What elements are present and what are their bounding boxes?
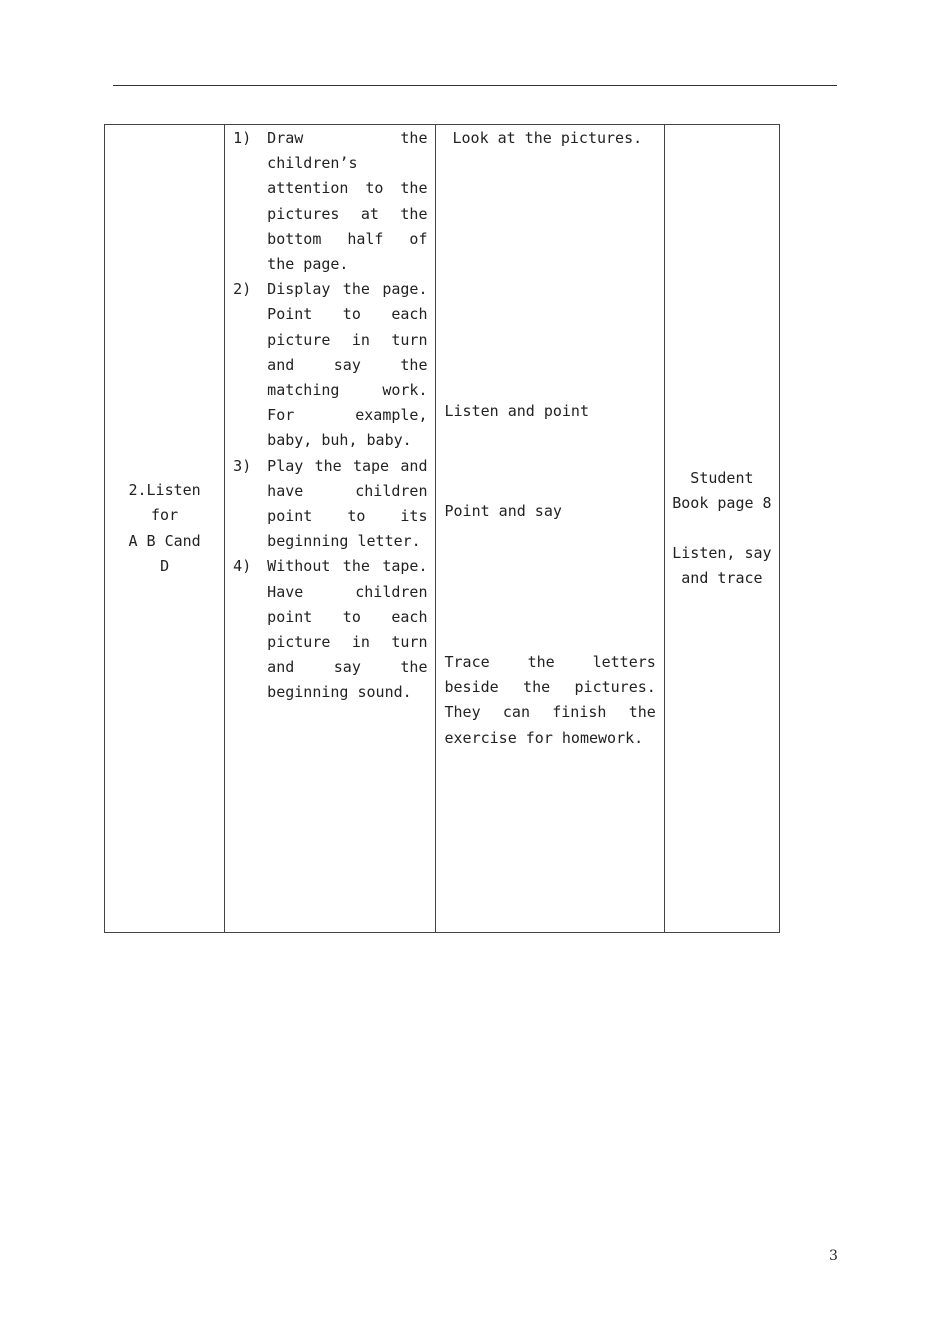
step-number: 2) bbox=[233, 280, 252, 299]
lesson-plan-table bbox=[104, 124, 780, 933]
stage-cell bbox=[105, 125, 225, 933]
list-item bbox=[233, 454, 427, 555]
resources-cell bbox=[664, 125, 779, 933]
step-text: Display the page. Point to each picture in turn and say the matching work. For example, baby, buh, baby. bbox=[267, 280, 428, 450]
stage-label bbox=[105, 478, 224, 579]
student-activities bbox=[436, 125, 663, 932]
resource-line: Listen, say bbox=[672, 544, 772, 562]
header-rule bbox=[113, 85, 837, 86]
resource-line: Student bbox=[690, 468, 754, 487]
stage-label-line: 2.Listen for bbox=[128, 481, 201, 525]
student-activity: Trace the letters beside the pictures. They can finish the exercise for homework. bbox=[444, 653, 656, 747]
resources bbox=[665, 466, 779, 592]
stage-label-line: A B Cand bbox=[128, 531, 201, 550]
teacher-steps-cell bbox=[225, 125, 436, 933]
student-activity: Listen and point bbox=[444, 402, 589, 420]
student-activity: Look at the pictures. bbox=[452, 129, 643, 147]
step-number: 3) bbox=[233, 456, 252, 475]
student-activity: Point and say bbox=[444, 502, 562, 520]
list-item bbox=[233, 277, 427, 453]
list-item bbox=[233, 126, 427, 277]
resource-line: Book page 8 bbox=[672, 493, 772, 512]
resource-line: and trace bbox=[681, 569, 763, 588]
step-number: 4) bbox=[233, 557, 252, 576]
step-text: Draw the children’s attention to the pictures at the bottom half of the page. bbox=[267, 129, 428, 274]
stage-label-line: D bbox=[160, 556, 170, 575]
teacher-steps-list bbox=[225, 125, 435, 706]
student-activities-cell bbox=[436, 125, 664, 933]
step-text: Play the tape and have children point to its beginning letter. bbox=[267, 456, 428, 551]
list-item bbox=[233, 554, 427, 705]
table-row bbox=[105, 125, 780, 933]
page-number: 3 bbox=[829, 1248, 838, 1264]
step-text: Without the tape. Have children point to each picture in turn and say the beginning sound. bbox=[267, 557, 428, 702]
step-number: 1) bbox=[233, 129, 252, 147]
